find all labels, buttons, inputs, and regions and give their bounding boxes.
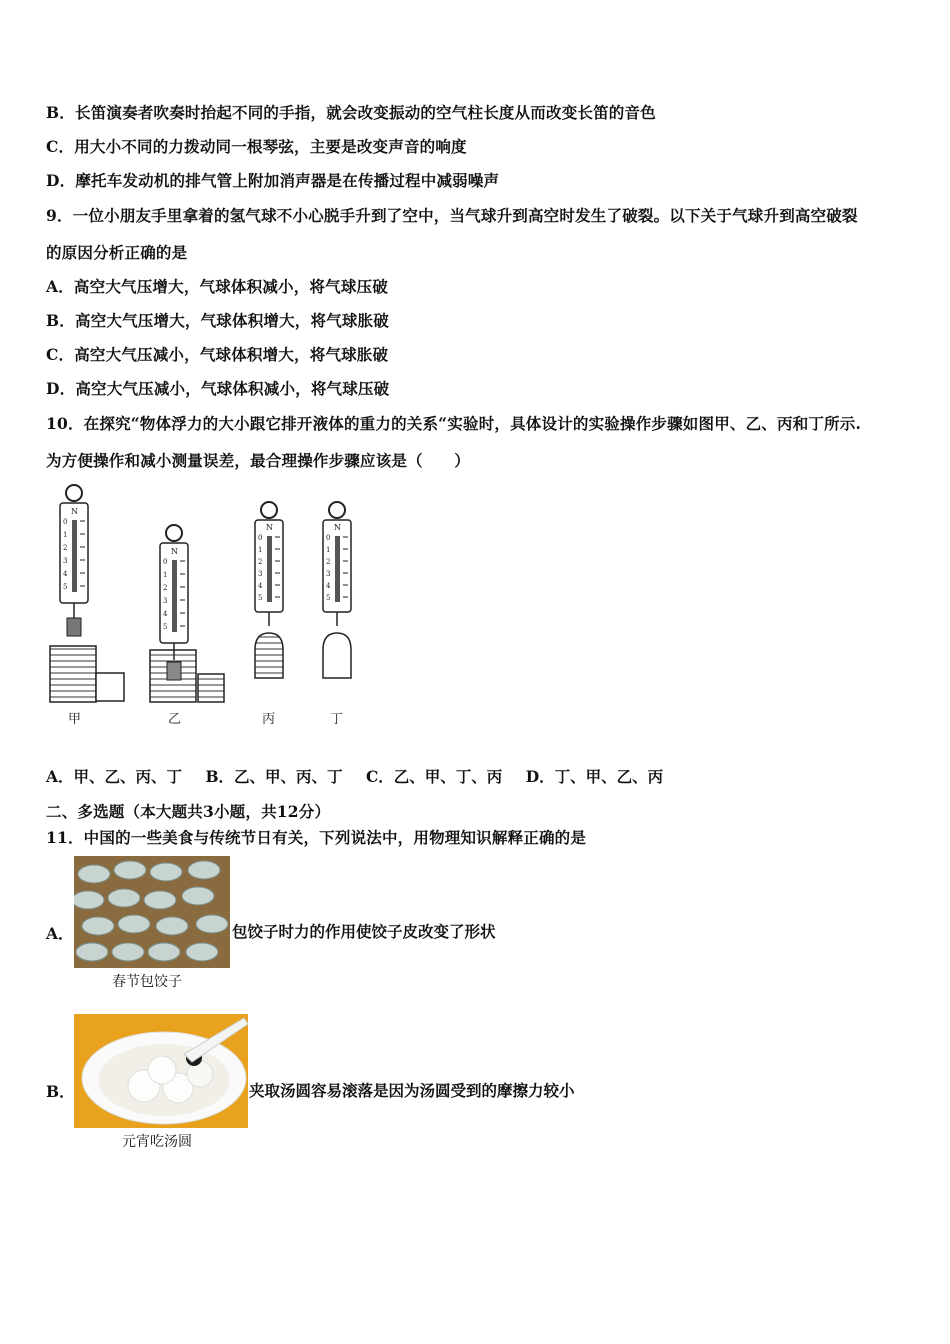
scale-tick-label: 5 [163, 623, 168, 631]
q10-option-c: C．乙、甲、丁、丙 [365, 767, 503, 786]
svg-text:N: N [334, 523, 341, 532]
scale-tick-label: 4 [163, 610, 168, 618]
scale-tick-label: 4 [258, 582, 263, 590]
svg-text:N: N [171, 547, 178, 556]
label-ding: 丁 [330, 712, 344, 727]
q11-option-b-letter: B． [46, 1082, 75, 1101]
scale-tick-label: 2 [258, 558, 263, 566]
spring-scale-ding [323, 502, 351, 727]
q8-option-d: D．摩托车发动机的排气管上附加消声器是在传播过程中减弱噪声 [46, 171, 500, 190]
svg-text:N: N [266, 523, 273, 532]
scale-tick-label: 4 [63, 570, 68, 578]
q8-option-c: C．用大小不同的力拨动同一根琴弦，主要是改变声音的响度 [46, 137, 467, 156]
scale-tick-label: 2 [63, 544, 68, 552]
q9-option-c: C．高空大气压减小，气球体积增大，将气球胀破 [46, 345, 389, 364]
spring-scale-figure [44, 478, 364, 730]
q9-option-d: D．高空大气压减小，气球体积减小，将气球压破 [46, 379, 390, 398]
scale-unit-label: N [71, 507, 78, 516]
scale-tick-label: 2 [326, 558, 331, 566]
q8-option-b: B．长笛演奏者吹奏时抬起不同的手指，就会改变振动的空气柱长度从而改变长笛的音色 [46, 103, 656, 122]
label-bing: 丙 [262, 712, 276, 727]
q9-stem-line1: 9．一位小朋友手里拿着的氢气球不小心脱手升到了空中，当气球升到高空时发生了破裂。以下关于气球升到高空破裂 [46, 206, 858, 225]
tangyuan-caption: 元宵吃汤圆 [122, 1134, 192, 1150]
tangyuan-photo [74, 1014, 248, 1128]
label-jia: 甲 [68, 712, 82, 727]
q9-option-a: A．高空大气压增大，气球体积减小，将气球压破 [46, 277, 388, 296]
q11-option-a-text: 包饺子时力的作用使饺子皮改变了形状 [232, 922, 496, 941]
spring-scale-bing [255, 502, 283, 727]
dumplings-photo [74, 856, 230, 968]
scale-tick-label: 0 [163, 558, 168, 566]
scale-tick-label: 5 [326, 594, 331, 602]
q9-stem-line2: 的原因分析正确的是 [46, 243, 188, 262]
scale-tick-label: 0 [326, 534, 331, 542]
q10-options [46, 765, 681, 787]
q11-option-a-letter: A． [46, 924, 74, 943]
scale-tick-label: 3 [258, 570, 263, 578]
spring-scale-yi [150, 525, 224, 727]
q11-stem: 11．中国的一些美食与传统节日有关，下列说法中，用物理知识解释正确的是 [46, 828, 587, 847]
section-2-title: 二、多选题（本大题共3小题，共12分） [46, 802, 331, 821]
q10-option-b: B．乙、甲、丙、丁 [205, 767, 343, 786]
scale-tick-label: 2 [163, 584, 168, 592]
q9-option-b: B．高空大气压增大，气球体积增大，将气球胀破 [46, 311, 390, 330]
scale-tick-label: 3 [163, 597, 168, 605]
q10-option-a: A．甲、乙、丙、丁 [46, 767, 183, 786]
scale-tick-label: 4 [326, 582, 331, 590]
scale-tick-label: 1 [163, 571, 168, 579]
scale-tick-label: 1 [326, 546, 331, 554]
scale-tick-label: 0 [63, 518, 68, 526]
q10-option-d: D．丁、甲、乙、丙 [525, 767, 664, 786]
scale-tick-label: 1 [63, 531, 68, 539]
scale-tick-label: 5 [63, 583, 68, 591]
scale-tick-label: 5 [258, 594, 263, 602]
scale-tick-label: 3 [326, 570, 331, 578]
scale-tick-label: 1 [258, 546, 263, 554]
spring-scale-jia [50, 485, 124, 727]
q11-option-b-text: 夹取汤圆容易滚落是因为汤圆受到的摩擦力较小 [249, 1081, 575, 1100]
q10-stem-line1: 10．在探究“物体浮力的大小跟它排开液体的重力的关系“实验时，具体设计的实验操作步骤如图甲、乙、丙和丁所示. [46, 414, 862, 433]
q10-stem-line2: 为方便操作和减小测量误差，最合理操作步骤应该是（ ） [46, 451, 470, 470]
scale-tick-label: 0 [258, 534, 263, 542]
dumplings-caption: 春节包饺子 [112, 974, 182, 990]
scale-tick-label: 3 [63, 557, 68, 565]
label-yi: 乙 [168, 712, 182, 727]
